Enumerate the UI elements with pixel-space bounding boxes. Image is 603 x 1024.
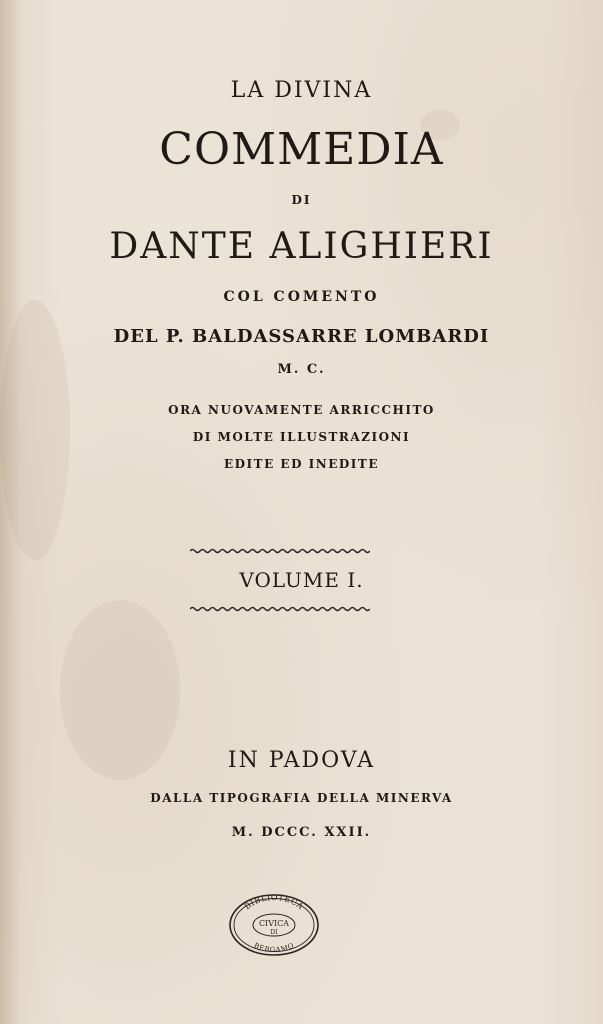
svg-text:BERGAMO — [252, 942, 295, 955]
title-commedia: COMMEDIA — [159, 124, 444, 175]
volume-label: VOLUME I. — [239, 568, 364, 592]
edition-note-line-1: ORA NUOVAMENTE ARRICCHITO — [168, 403, 435, 417]
commentator-order: M. C. — [277, 362, 326, 377]
title-connector-di: DI — [291, 193, 312, 207]
comment-intro: COL COMENTO — [223, 289, 380, 305]
commentator-name: DEL P. BALDASSARRE LOMBARDI — [113, 326, 490, 347]
stamp-text-bottom: BERGAMO — [252, 941, 296, 955]
title-line-divina: LA DIVINA — [230, 78, 373, 103]
edition-note-line-3: EDITE ED INEDITE — [224, 457, 379, 471]
stamp-text-middle: CIVICA — [258, 919, 290, 928]
imprint-printer: DALLA TIPOGRAFIA DELLA MINERVA — [150, 791, 453, 805]
stamp-text-small: DI — [270, 929, 278, 936]
imprint-place: IN PADOVA — [227, 748, 376, 773]
edition-note-line-2: DI MOLTE ILLUSTRAZIONI — [192, 430, 411, 444]
imprint-year: M. DCCC. XXII. — [231, 825, 372, 840]
author-name: DANTE ALIGHIERI — [109, 226, 494, 267]
svg-text:BIBLIOTECA — [243, 893, 305, 911]
ornamental-rule-bottom — [190, 606, 370, 612]
ornamental-rule-top — [190, 548, 370, 554]
library-stamp — [228, 892, 320, 958]
stamp-text-top: BIBLIOTECA — [242, 892, 306, 912]
